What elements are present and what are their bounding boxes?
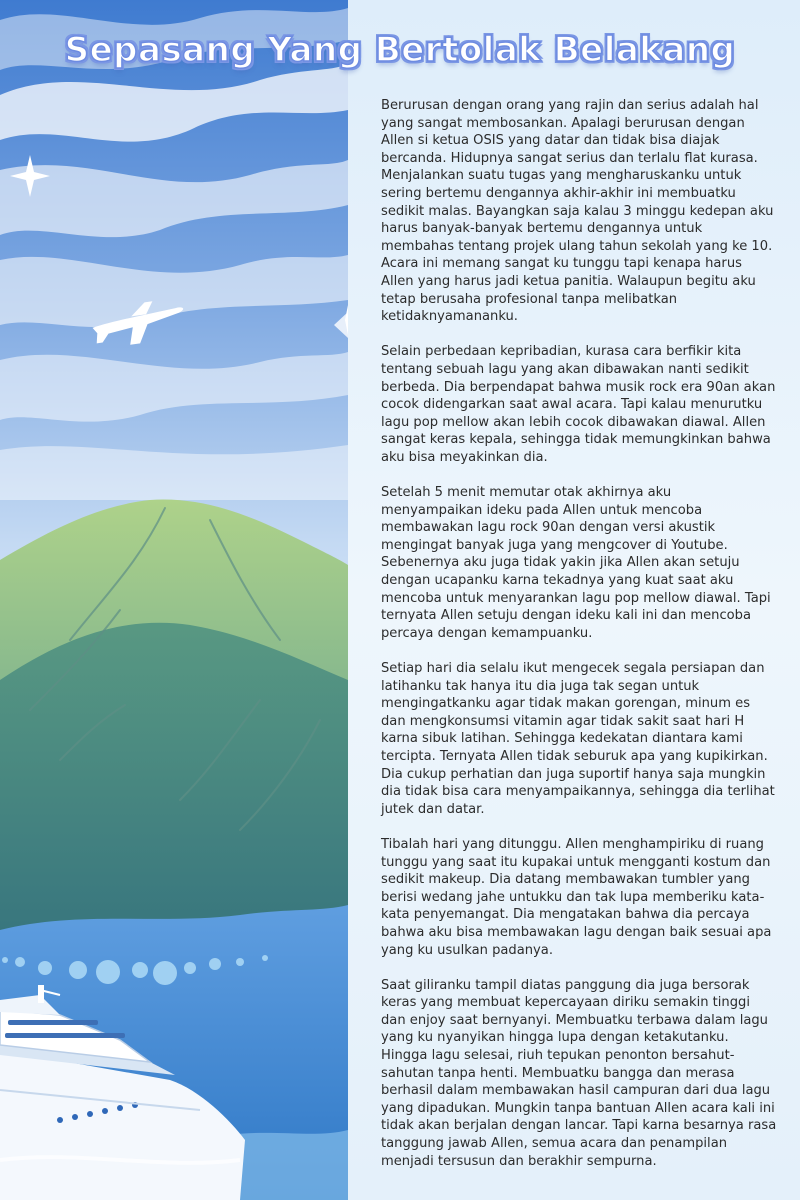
story-paragraph: Selain perbedaan kepribadian, kurasa cara berfikir kita tentang sebuah lagu yang akan dibawakan nanti sedikit berbeda. Dia berpendapat bahwa musik rock era 90an akan cocok didengarkan saat awal acara. Tapi kalau menurutku lagu pop mellow akan lebih cocok dibawakan diawal. Allen sangat keras kepala, sehingga tidak memungkinkan bahwa aku bisa meyakinkan dia.	[381, 344, 776, 465]
story-paragraph: Setelah 5 menit memutar otak akhirnya aku menyampaikan ideku pada Allen untuk mencoba membawakan lagu rock 90an dengan versi akustik mengingat banyak juga yang mengcover di Youtube. Sebenernya aku juga tidak yakin jika Allen akan setuju dengan ucapanku karna tekadnya yang kuat saat aku mencoba untuk menyarankan lagu pop mellow diawal. Tapi ternyata Allen setuju dengan ideku kali ini dan mencoba percaya dengan kemampuanku.	[381, 485, 771, 641]
story-paragraph: Berurusan dengan orang yang rajin dan serius adalah hal yang sangat membosankan. Apalagi berurusan dengan Allen si ketua OSIS yang datar dan tidak bisa diajak bercanda. Hidupnya sangat serius dan terlalu flat kurasa. Menjalankan suatu tugas yang mengharuskanku untuk sering bertemu dengannya akhir-akhir ini membuatku sedikit malas. Bayangkan saja kalau 3 minggu kedepan aku harus banyak-banyak bertemu dengannya untuk membahas tentang projek ulang tahun sekolah yang ke 10. Acara ini memang sangat ku tunggu tapi kenapa harus Allen yang harus jadi ketua panitia. Walaupun begitu aku tetap berusaha profesional tanpa melibatkan ketidaknyamananku.	[381, 98, 774, 325]
story-paragraph: Tibalah hari yang ditunggu. Allen menghampiriku di ruang tunggu yang saat itu kupakai untuk mengganti kostum dan sedikit makeup. Dia datang membawakan tumbler yang berisi wedang jahe untukku dan tak lupa memberiku kata- kata penyemangat. Dia mengatakan bahwa dia percaya bahwa aku bisa membawakan lagu dengan baik sesuai apa yang ku usulkan padanya.	[381, 836, 772, 958]
page-title: Sepasang Yang Bertolak Belakang	[64, 30, 736, 70]
story-text	[381, 97, 781, 1188]
story-paragraph: Saat giliranku tampil diatas panggung dia juga bersorak keras yang membuat kepercayaan diriku semakin tinggi dan enjoy saat bernyanyi. Membuatku terbawa dalam lagu yang ku nyanyikan hingga lupa dengan ketakutanku. Hingga lagu selesai, riuh tepukan penonton bersahut- sahutan tanpa henti. Membuatku bangga dan merasa berhasil dalam membawakan hasil campuran dari dua lagu yang dipadukan. Mungkin tanpa bantuan Allen acara kali ini tidak akan berjalan dengan lancar. Tapi karna besarnya rasa tanggung jawab Allen, semua acara dan penampilan menjadi tersusun dan berakhir sempurna.	[381, 977, 777, 1169]
story-paragraph: Setiap hari dia selalu ikut mengecek segala persiapan dan latihanku tak hanya itu dia juga tak segan untuk mengingatkanku agar tidak makan gorengan, minum es dan mengkonsumsi vitamin agar tidak sakit saat hari H karna sibuk latihan. Sehingga kedekatan diantara kami tercipta. Ternyata Allen tidak seburuk apa yang kupikirkan. Dia cukup perhatian dan juga suportif hanya saja mungkin dia tidak bisa cara menyampaikannya, sehingga dia terlihat jutek dan datar.	[381, 661, 775, 817]
scenery-illustration	[0, 0, 348, 1200]
